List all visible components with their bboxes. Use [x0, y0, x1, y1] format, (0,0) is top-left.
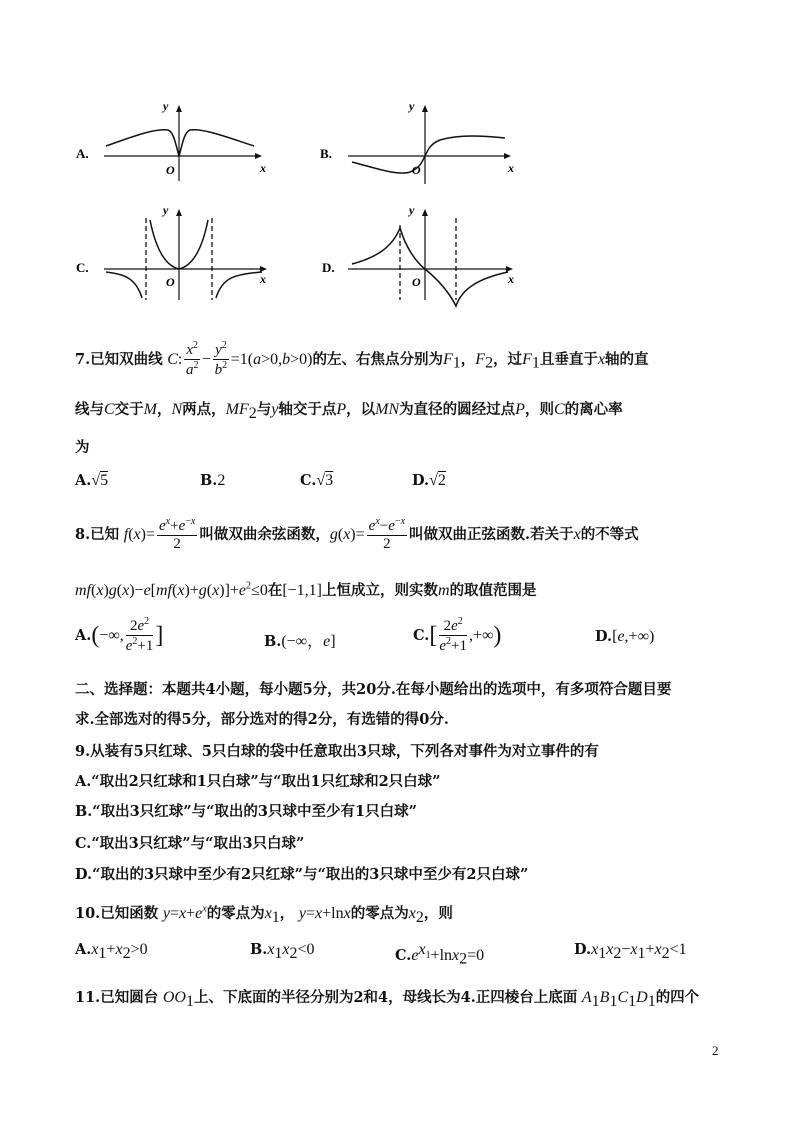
q10-number: 10.: [75, 905, 101, 922]
q9-option-b[interactable]: B.“取出3只红球”与“取出的3只球中至少有1只白球”: [75, 803, 417, 820]
graph-b-x-label: x: [508, 161, 514, 175]
q11-stem: 11.已知圆台 $OO_1$上、下底面的半径分别为2和4，母线长为4.正四棱台上底面 $A_1B_1C_1D_1$的四个: [75, 989, 700, 1010]
graph-option-a: [74, 96, 284, 186]
graph-a-x-label: x: [260, 161, 266, 175]
graph-c-y-label: y: [163, 203, 169, 217]
q8-number: 8.: [75, 525, 91, 543]
q7-option-b[interactable]: B.2: [200, 472, 226, 489]
q9-option-a[interactable]: A.“取出2只红球和1只白球”与“取出1只红球和2只白球”: [75, 773, 441, 790]
q8-option-c[interactable]: C.[ $\frac{2e^2}{e^2+1}$ ,+∞): [413, 616, 502, 655]
q7-text: 已知双曲线: [90, 350, 163, 368]
q9-option-d[interactable]: D.“取出的3只球中至少有2只红球”与“取出的3只球中至少有2只白球”: [75, 866, 529, 883]
graph-b-origin: O: [412, 163, 421, 177]
graph-c-svg: [74, 200, 284, 305]
q7-line-3: 为: [75, 439, 90, 456]
graph-a-origin: O: [166, 163, 175, 177]
q9-option-c[interactable]: C.“取出3只红球”与“取出3只白球”: [75, 835, 305, 852]
section-2-instructions: 求.全部选对的得5分，部分选对的得2分，有选错的得0分.: [75, 711, 449, 728]
page-number: 2: [712, 1043, 719, 1058]
section-2-heading: 二、选择题：本题共4小题，每小题5分，共20分.在每小题给出的选项中，有多项符合题目要: [75, 681, 672, 698]
graph-a-label: A.: [76, 146, 89, 161]
q11-number: 11.: [75, 989, 101, 1006]
q10-stem: 10.已知函数 $y=x+e^x$的零点为$x_1$， y=x+lnx的零点为$x_2$，则: [75, 903, 453, 926]
graph-option-b: [320, 96, 530, 186]
graph-a-svg: [74, 96, 284, 186]
graph-option-c: [74, 200, 284, 305]
q7-hyperbola-equation: C: [167, 350, 178, 368]
graph-c-label: C.: [76, 260, 89, 275]
q7-option-a[interactable]: A.√5: [75, 472, 109, 489]
q7-line-1: 7.已知双曲线 C: $\frac{x^2}{a^2}$ − $\frac{y^2}{b^2}$ =1(a>0,b>0)的左、右焦点分别为$F_1$，$F_2$，过$F_1$且垂直于x轴的直: [75, 340, 649, 379]
q10-option-d[interactable]: $D.x_1x_2-x_1+x_2<1$: [574, 941, 687, 962]
graph-d-x-label: x: [508, 272, 514, 286]
graph-d-svg: [320, 200, 530, 305]
graph-d-label: D.: [322, 260, 335, 275]
q8-line-1: 8.已知 f(x)= $\frac{e^x+e^{-x}}{2}$ 叫做双曲余弦函数，g(x)= $\frac{e^x-e^{-x}}{2}$ 叫做双曲正弦函数.若关于x的不等式: [75, 516, 639, 553]
graph-option-d: [320, 200, 530, 305]
q8-option-b[interactable]: B.(−∞，e]: [264, 633, 336, 650]
q10-option-b[interactable]: $B.x_1x_2<0$: [250, 941, 315, 962]
q10-option-c[interactable]: $C.e^{x_1}+\ln x_2=0$: [395, 941, 485, 968]
graph-a-y-label: y: [163, 99, 169, 113]
q7-option-c[interactable]: C.√3: [300, 472, 334, 489]
graph-c-x-label: x: [260, 272, 266, 286]
q9-stem: 9.从装有5只红球、5只白球的袋中任意取出3只球，下列各对事件为对立事件的有: [75, 743, 599, 760]
graph-b-y-label: y: [409, 99, 415, 113]
q7-line-2: 线与C交于M，N两点，$MF_2$与y轴交于点P，以MN为直径的圆经过点P，则C的离心率: [75, 401, 623, 422]
q7-number: 7.: [75, 350, 91, 368]
q8-line-2: $mf(x)g(x)-e[mf(x)+g(x)]+e^2\le 0$在[−1,1]上恒成立，则实数m的取值范围是: [75, 580, 537, 599]
graph-d-y-label: y: [409, 203, 415, 217]
q7-option-d[interactable]: D.√2: [412, 472, 446, 489]
q8-option-d[interactable]: D.[e,+∞): [595, 628, 655, 645]
q10-option-a[interactable]: $A.x_1+x_2>0$: [75, 941, 148, 962]
graph-b-label: B.: [320, 146, 332, 161]
graph-c-origin: O: [166, 275, 175, 289]
graph-b-svg: [320, 96, 530, 186]
q8-option-a[interactable]: A.(−∞, $\frac{2e^2}{e^2+1}$ ]: [75, 616, 164, 655]
graph-d-origin: O: [412, 275, 421, 289]
